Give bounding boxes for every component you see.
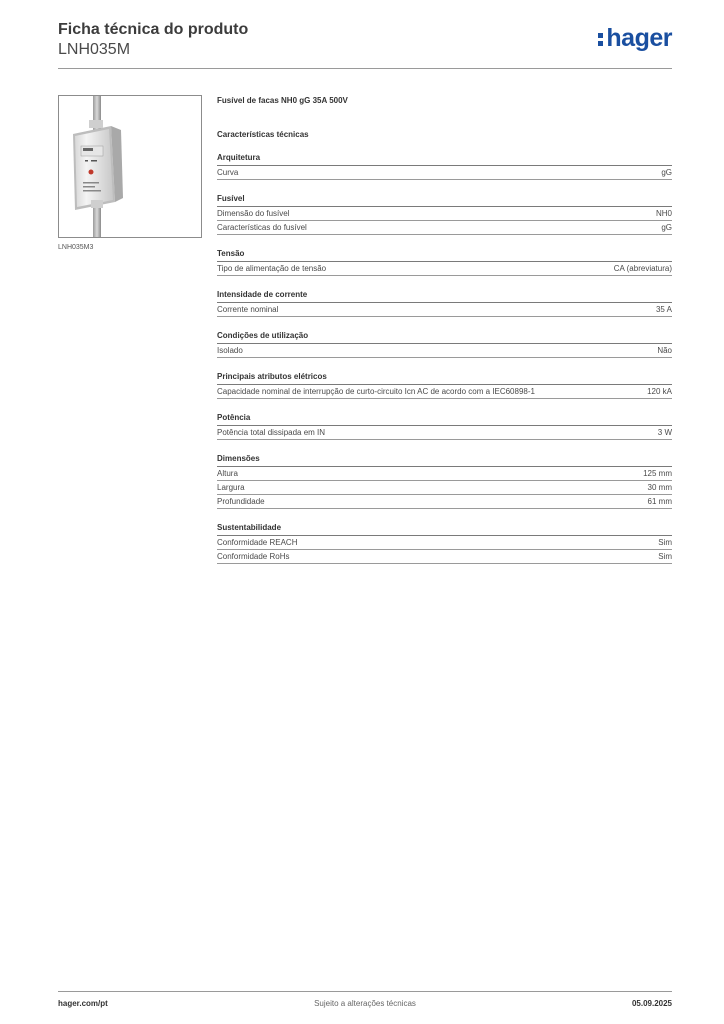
product-reference: LNH035M xyxy=(58,41,131,58)
group-title-fusivel: Fusível xyxy=(217,194,672,207)
page-footer xyxy=(58,998,672,1010)
website-link[interactable]: hager.com/pt xyxy=(58,999,108,1008)
spec-row xyxy=(217,262,672,276)
logo-text: hager xyxy=(606,24,672,52)
spec-label: Capacidade nominal de interrupção de curto-circuito Icn AC de acordo com a IEC60898-1 xyxy=(217,387,535,396)
technical-specifications xyxy=(217,95,672,564)
group-title-arquitetura: Arquitetura xyxy=(217,153,672,166)
spec-value: 125 mm xyxy=(643,469,672,478)
spec-row xyxy=(217,385,672,399)
group-title-potencia: Potência xyxy=(217,413,672,426)
spec-value: Sim xyxy=(658,538,672,547)
spec-row xyxy=(217,481,672,495)
spec-label: Características do fusível xyxy=(217,223,307,232)
spec-value: CA (abreviatura) xyxy=(613,264,672,273)
spec-label: Tipo de alimentação de tensão xyxy=(217,264,327,273)
spec-label: Dimensão do fusível xyxy=(217,209,290,218)
spec-value: Sim xyxy=(658,552,672,561)
spec-label: Corrente nominal xyxy=(217,305,279,314)
group-title-tensao: Tensão xyxy=(217,249,672,262)
spec-value: 120 kA xyxy=(647,387,672,396)
page-header xyxy=(58,20,672,70)
spec-value: NH0 xyxy=(655,209,672,218)
spec-row xyxy=(217,166,672,180)
spec-row xyxy=(217,550,672,564)
product-photo xyxy=(58,95,202,238)
group-title-sustentabilidade: Sustentabilidade xyxy=(217,523,672,536)
group-title-atributos-eletricos: Principais atributos elétricos xyxy=(217,372,672,385)
spec-value: 3 W xyxy=(657,428,672,437)
spec-label: Conformidade REACH xyxy=(217,538,298,547)
nh-fuse-image xyxy=(59,96,201,237)
header-divider xyxy=(58,68,672,69)
spec-label: Potência total dissipada em IN xyxy=(217,428,326,437)
document-title: Ficha técnica do produto xyxy=(58,21,249,38)
group-title-dimensoes: Dimensões xyxy=(217,454,672,467)
spec-label: Largura xyxy=(217,483,245,492)
specs-heading: Características técnicas xyxy=(217,130,309,139)
logo-dots-icon xyxy=(598,30,604,49)
spec-value: 61 mm xyxy=(647,497,672,506)
spec-value: gG xyxy=(661,168,672,177)
spec-label: Conformidade RoHs xyxy=(217,552,290,561)
spec-label: Isolado xyxy=(217,346,243,355)
spec-row xyxy=(217,303,672,317)
spec-label: Altura xyxy=(217,469,238,478)
footer-note: Sujeito a alterações técnicas xyxy=(314,999,416,1008)
footer-divider xyxy=(58,991,672,992)
spec-row xyxy=(217,426,672,440)
spec-row xyxy=(217,344,672,358)
group-title-intensidade: Intensidade de corrente xyxy=(217,290,672,303)
spec-value: gG xyxy=(661,223,672,232)
spec-value: 35 A xyxy=(655,305,672,314)
spec-row xyxy=(217,495,672,509)
spec-row xyxy=(217,221,672,235)
spec-row xyxy=(217,207,672,221)
spec-value: 30 mm xyxy=(647,483,672,492)
photo-caption: LNH035M3 xyxy=(58,244,94,251)
hager-logo xyxy=(598,24,672,53)
spec-value: Não xyxy=(657,346,672,355)
spec-label: Curva xyxy=(217,168,239,177)
spec-row xyxy=(217,536,672,550)
footer-date: 05.09.2025 xyxy=(631,999,672,1008)
spec-row xyxy=(217,467,672,481)
group-title-condicoes: Condições de utilização xyxy=(217,331,672,344)
spec-label: Profundidade xyxy=(217,497,265,506)
product-name: Fusível de facas NH0 gG 35A 500V xyxy=(217,96,348,105)
